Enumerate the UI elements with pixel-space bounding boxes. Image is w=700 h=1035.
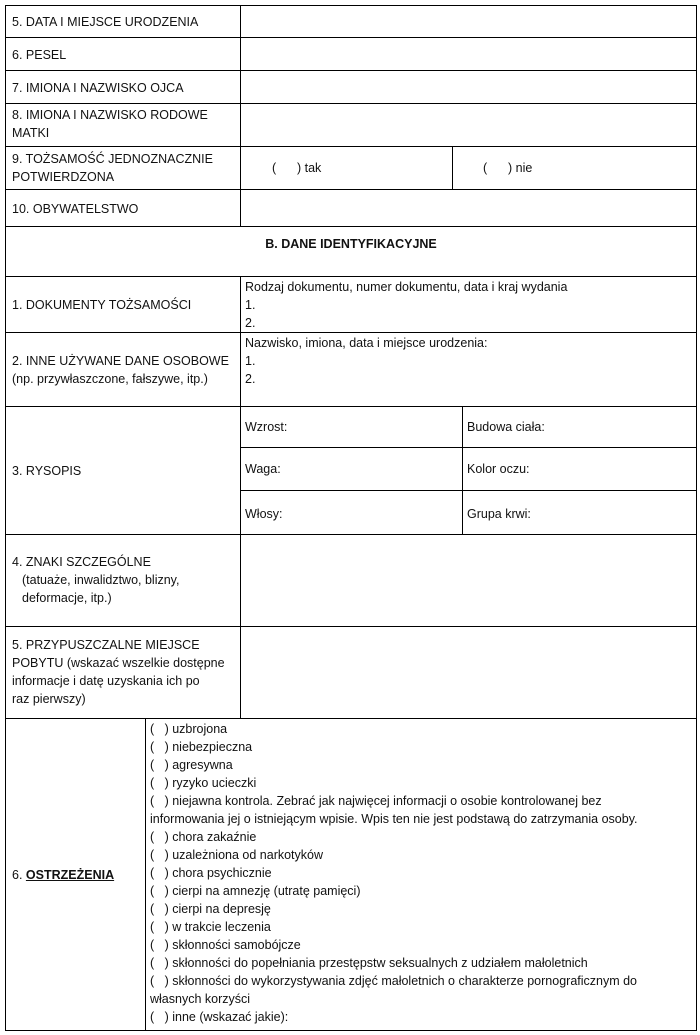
- row8-label-cell: [5, 103, 241, 147]
- row9-no-cell[interactable]: [452, 146, 697, 190]
- row9-label-line2: POTWIERDZONA: [12, 170, 115, 184]
- warning-images-minors[interactable]: ( ) skłonności do wykorzystywania zdjęć małoletnich o charakterze pornograficznym do: [150, 974, 638, 988]
- warning-images-minors-cont: własnych korzyści: [150, 992, 251, 1006]
- rysopis-eyes-cell[interactable]: [462, 447, 697, 491]
- docs-label-cell: [5, 276, 241, 333]
- row6-value-cell[interactable]: [240, 37, 697, 71]
- row9-yes-cell[interactable]: [240, 146, 453, 190]
- row8-label-line1: 8. IMIONA I NAZWISKO RODOWE: [12, 108, 208, 122]
- row9-label-cell: [5, 146, 241, 190]
- rysopis-blood-cell[interactable]: [462, 490, 697, 535]
- warning-covert-check[interactable]: ( ) niejawna kontrola. Zebrać jak najwięcej informacji o osobie kontrolowanej bez: [150, 794, 602, 808]
- other-data-label-line2: (np. przywłaszczone, fałszywe, itp.): [12, 372, 208, 386]
- row7-label-cell: [5, 70, 241, 104]
- warnings-label-cell: [5, 718, 146, 1031]
- warning-covert-check-cont: informowania jej o istniejącym wpisie. Wpis ten nie jest podstawą do zatrzymania osoby.: [150, 812, 638, 826]
- warning-drug-addicted[interactable]: ( ) uzależniona od narkotyków: [150, 848, 324, 862]
- docs-value-cell[interactable]: [240, 276, 697, 333]
- marks-label-line3: deformacje, itp.): [22, 591, 112, 605]
- rysopis-eyes-label: Kolor oczu:: [467, 462, 530, 476]
- warning-mentally-ill[interactable]: ( ) chora psychicznie: [150, 866, 272, 880]
- rysopis-height-label: Wzrost:: [245, 420, 288, 434]
- warning-in-treatment[interactable]: ( ) w trakcie leczenia: [150, 920, 271, 934]
- residence-label-cell: [5, 626, 241, 719]
- rysopis-label-cell: [5, 406, 241, 535]
- rysopis-height-cell[interactable]: [240, 406, 463, 448]
- row7-label: 7. IMIONA I NAZWISKO OJCA: [12, 81, 184, 95]
- residence-label-line4: raz pierwszy): [12, 692, 86, 706]
- row5-label: 5. DATA I MIEJSCE URODZENIA: [12, 15, 199, 29]
- residence-label-line3: informacje i datę uzyskania ich po: [12, 674, 200, 688]
- section-b-header: [5, 226, 697, 277]
- warning-contagious[interactable]: ( ) chora zakaźnie: [150, 830, 257, 844]
- row9-option-no[interactable]: ( ) nie: [483, 161, 533, 175]
- row10-label: 10. OBYWATELSTWO: [12, 202, 139, 216]
- warning-suicidal[interactable]: ( ) skłonności samobójcze: [150, 938, 301, 952]
- other-data-label-cell: [5, 332, 241, 407]
- rysopis-build-cell[interactable]: [462, 406, 697, 448]
- rysopis-weight-cell[interactable]: [240, 447, 463, 491]
- other-data-line-2: 2.: [245, 372, 256, 386]
- docs-line-1: 1.: [245, 298, 256, 312]
- row8-label-line2: MATKI: [12, 126, 50, 140]
- rysopis-hair-label: Włosy:: [245, 507, 283, 521]
- rysopis-build-label: Budowa ciała:: [467, 420, 545, 434]
- docs-label: 1. DOKUMENTY TOŻSAMOŚCI: [12, 298, 192, 312]
- warnings-label-prefix: 6.: [12, 868, 26, 882]
- warnings-label: [12, 866, 114, 884]
- marks-label-line1: 4. ZNAKI SZCZEGÓLNE: [12, 555, 151, 569]
- row8-value-cell[interactable]: [240, 103, 697, 147]
- warning-amnesia[interactable]: ( ) cierpi na amnezję (utratę pamięci): [150, 884, 361, 898]
- warning-other[interactable]: ( ) inne (wskazać jakie):: [150, 1010, 289, 1024]
- other-data-value-cell[interactable]: [240, 332, 697, 407]
- warnings-options-cell: [145, 718, 697, 1031]
- row5-label-cell: [5, 5, 241, 38]
- row9-label-line1: 9. TOŻSAMOŚĆ JEDNOZNACZNIE: [12, 152, 213, 166]
- row6-label: 6. PESEL: [12, 48, 67, 62]
- row7-value-cell[interactable]: [240, 70, 697, 104]
- warning-escape-risk[interactable]: ( ) ryzyko ucieczki: [150, 776, 257, 790]
- rysopis-blood-label: Grupa krwi:: [467, 507, 531, 521]
- residence-label-line2: POBYTU (wskazać wszelkie dostępne: [12, 656, 225, 670]
- other-data-hint: Nazwisko, imiona, data i miejsce urodzenia:: [245, 336, 488, 350]
- residence-value-cell[interactable]: [240, 626, 697, 719]
- marks-label-cell: [5, 534, 241, 627]
- marks-label-line2: (tatuaże, inwalidztwo, blizny,: [22, 573, 180, 587]
- warning-armed[interactable]: ( ) uzbrojona: [150, 722, 228, 736]
- row6-label-cell: [5, 37, 241, 71]
- row9-option-yes[interactable]: ( ) tak: [272, 161, 322, 175]
- section-b-title: B. DANE IDENTYFIKACYJNE: [265, 237, 437, 251]
- docs-hint: Rodzaj dokumentu, numer dokumentu, data i kraj wydania: [245, 280, 568, 294]
- row5-value-cell[interactable]: [240, 5, 697, 38]
- row10-value-cell[interactable]: [240, 189, 697, 227]
- warnings-list: [150, 720, 694, 1026]
- residence-label-line1: 5. PRZYPUSZCZALNE MIEJSCE: [12, 638, 200, 652]
- warning-dangerous[interactable]: ( ) niebezpieczna: [150, 740, 253, 754]
- row10-label-cell: [5, 189, 241, 227]
- rysopis-hair-cell[interactable]: [240, 490, 463, 535]
- warning-depression[interactable]: ( ) cierpi na depresję: [150, 902, 271, 916]
- warnings-label-main: OSTRZEŻENIA: [25, 868, 115, 882]
- docs-line-2: 2.: [245, 316, 256, 330]
- rysopis-label: 3. RYSOPIS: [12, 464, 82, 478]
- marks-value-cell[interactable]: [240, 534, 697, 627]
- rysopis-weight-label: Waga:: [245, 462, 281, 476]
- other-data-label-line1: 2. INNE UŻYWANE DANE OSOBOWE: [12, 354, 229, 368]
- warning-sexual-offences[interactable]: ( ) skłonności do popełniania przestępstw seksualnych z udziałem małoletnich: [150, 956, 588, 970]
- other-data-line-1: 1.: [245, 354, 256, 368]
- warning-aggressive[interactable]: ( ) agresywna: [150, 758, 233, 772]
